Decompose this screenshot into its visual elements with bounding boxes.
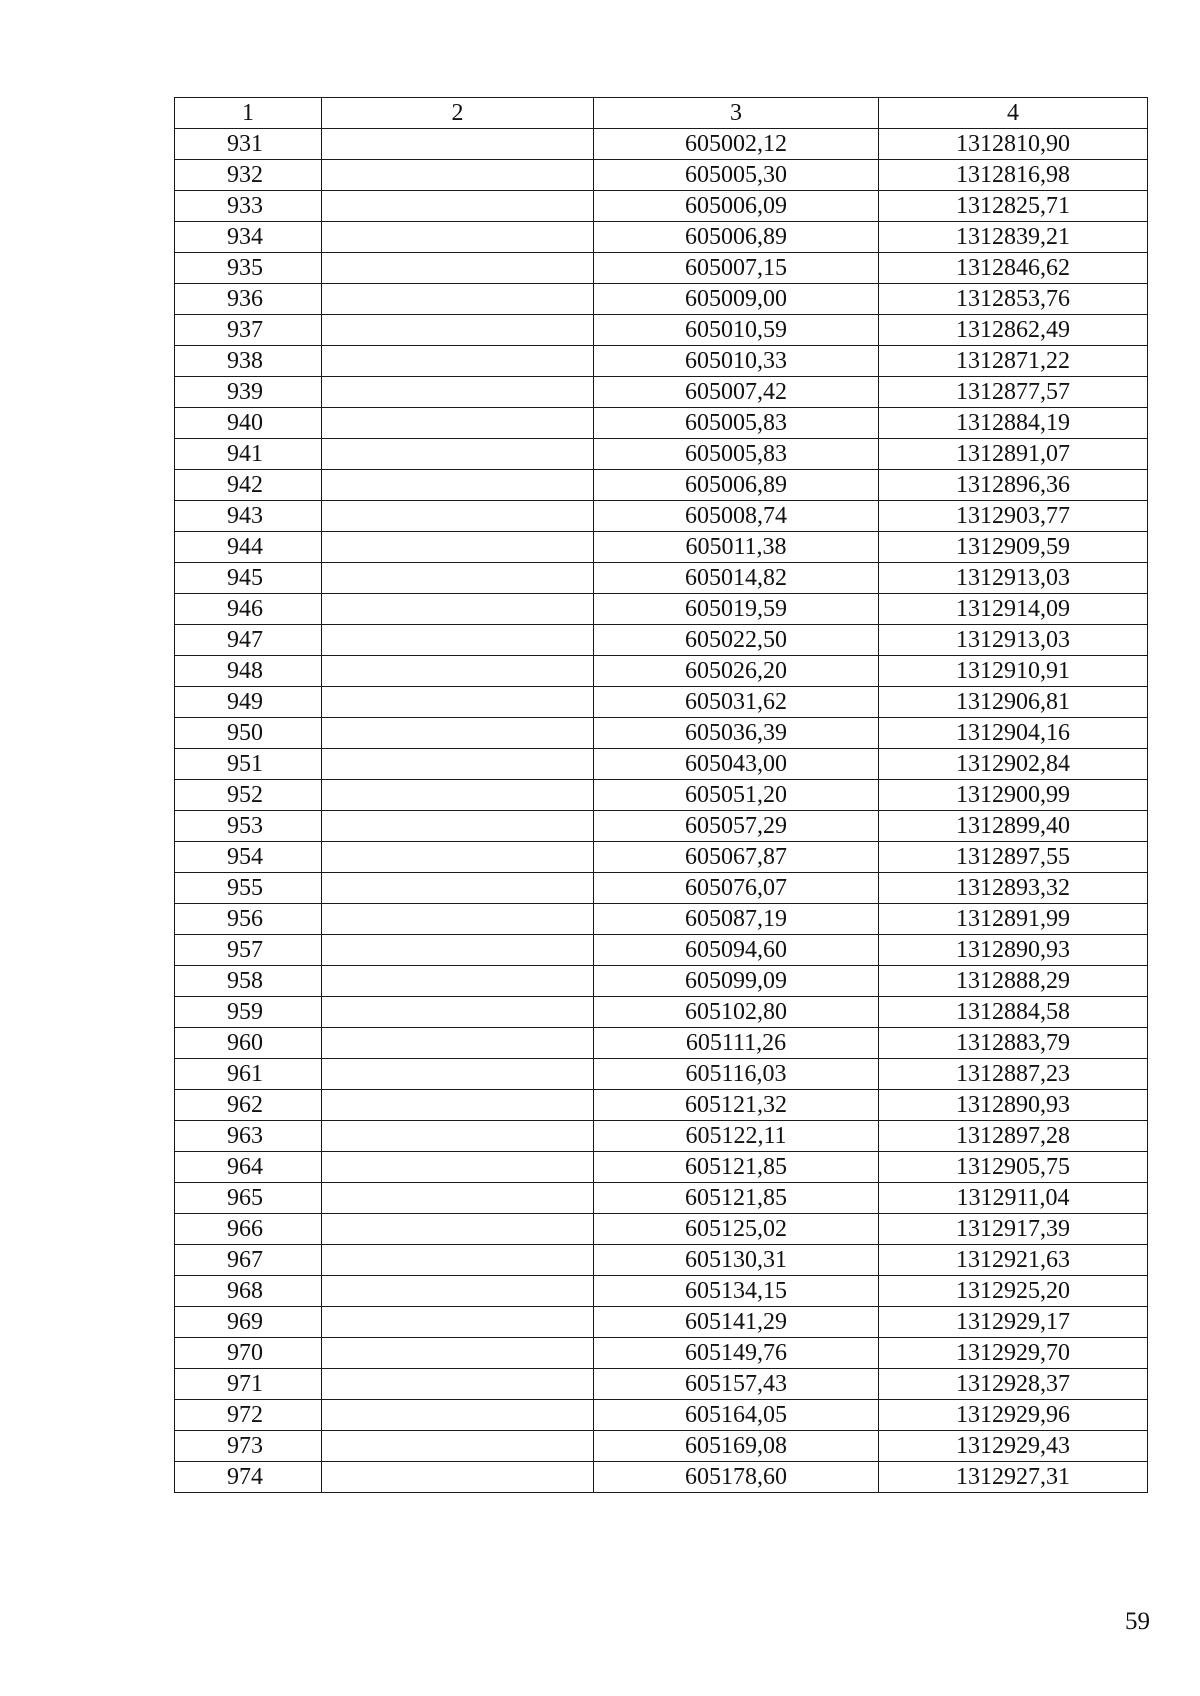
x-coordinate-cell: 605011,38 — [594, 532, 879, 563]
x-coordinate-cell: 605116,03 — [594, 1059, 879, 1090]
table-row — [175, 1121, 1148, 1152]
description-cell — [322, 191, 594, 222]
y-coordinate-cell: 1312891,07 — [879, 439, 1148, 470]
x-coordinate-cell: 605019,59 — [594, 594, 879, 625]
description-cell — [322, 408, 594, 439]
table-row — [175, 563, 1148, 594]
y-coordinate-cell: 1312825,71 — [879, 191, 1148, 222]
point-number-cell: 937 — [175, 315, 322, 346]
table-header-row — [175, 98, 1148, 129]
point-number-cell: 946 — [175, 594, 322, 625]
point-number-cell: 949 — [175, 687, 322, 718]
point-number-cell: 940 — [175, 408, 322, 439]
point-number-cell: 968 — [175, 1276, 322, 1307]
table-row — [175, 222, 1148, 253]
x-coordinate-cell: 605087,19 — [594, 904, 879, 935]
description-cell — [322, 439, 594, 470]
y-coordinate-cell: 1312883,79 — [879, 1028, 1148, 1059]
y-coordinate-cell: 1312921,63 — [879, 1245, 1148, 1276]
point-number-cell: 966 — [175, 1214, 322, 1245]
y-coordinate-cell: 1312904,16 — [879, 718, 1148, 749]
y-coordinate-cell: 1312913,03 — [879, 625, 1148, 656]
point-number-cell: 943 — [175, 501, 322, 532]
description-cell — [322, 687, 594, 718]
description-cell — [322, 1059, 594, 1090]
description-cell — [322, 811, 594, 842]
table-row — [175, 439, 1148, 470]
description-cell — [322, 315, 594, 346]
table-row — [175, 1245, 1148, 1276]
description-cell — [322, 1276, 594, 1307]
y-coordinate-cell: 1312917,39 — [879, 1214, 1148, 1245]
description-cell — [322, 873, 594, 904]
description-cell — [322, 966, 594, 997]
description-cell — [322, 1369, 594, 1400]
x-coordinate-cell: 605051,20 — [594, 780, 879, 811]
point-number-cell: 955 — [175, 873, 322, 904]
point-number-cell: 934 — [175, 222, 322, 253]
table-row — [175, 129, 1148, 160]
y-coordinate-cell: 1312887,23 — [879, 1059, 1148, 1090]
y-coordinate-cell: 1312903,77 — [879, 501, 1148, 532]
table-row — [175, 1462, 1148, 1493]
description-cell — [322, 1183, 594, 1214]
description-cell — [322, 1214, 594, 1245]
table-row — [175, 1059, 1148, 1090]
y-coordinate-cell: 1312871,22 — [879, 346, 1148, 377]
y-coordinate-cell: 1312890,93 — [879, 1090, 1148, 1121]
y-coordinate-cell: 1312900,99 — [879, 780, 1148, 811]
table-row — [175, 687, 1148, 718]
column-header-2: 2 — [322, 98, 594, 129]
description-cell — [322, 1462, 594, 1493]
point-number-cell: 936 — [175, 284, 322, 315]
point-number-cell: 965 — [175, 1183, 322, 1214]
table-row — [175, 966, 1148, 997]
x-coordinate-cell: 605005,83 — [594, 439, 879, 470]
description-cell — [322, 1152, 594, 1183]
description-cell — [322, 935, 594, 966]
table-row — [175, 1400, 1148, 1431]
x-coordinate-cell: 605005,30 — [594, 160, 879, 191]
column-header-3: 3 — [594, 98, 879, 129]
y-coordinate-cell: 1312846,62 — [879, 253, 1148, 284]
x-coordinate-cell: 605121,32 — [594, 1090, 879, 1121]
point-number-cell: 931 — [175, 129, 322, 160]
table-row — [175, 842, 1148, 873]
y-coordinate-cell: 1312929,96 — [879, 1400, 1148, 1431]
y-coordinate-cell: 1312890,93 — [879, 935, 1148, 966]
y-coordinate-cell: 1312899,40 — [879, 811, 1148, 842]
table-row — [175, 1307, 1148, 1338]
description-cell — [322, 346, 594, 377]
y-coordinate-cell: 1312928,37 — [879, 1369, 1148, 1400]
table-row — [175, 1152, 1148, 1183]
y-coordinate-cell: 1312816,98 — [879, 160, 1148, 191]
y-coordinate-cell: 1312896,36 — [879, 470, 1148, 501]
x-coordinate-cell: 605122,11 — [594, 1121, 879, 1152]
y-coordinate-cell: 1312911,04 — [879, 1183, 1148, 1214]
y-coordinate-cell: 1312905,75 — [879, 1152, 1148, 1183]
point-number-cell: 956 — [175, 904, 322, 935]
table-row — [175, 1276, 1148, 1307]
table-row — [175, 346, 1148, 377]
table-row — [175, 470, 1148, 501]
table-row — [175, 408, 1148, 439]
description-cell — [322, 1121, 594, 1152]
description-cell — [322, 1431, 594, 1462]
x-coordinate-cell: 605006,89 — [594, 470, 879, 501]
description-cell — [322, 563, 594, 594]
x-coordinate-cell: 605111,26 — [594, 1028, 879, 1059]
table-row — [175, 1431, 1148, 1462]
table-row — [175, 501, 1148, 532]
point-number-cell: 951 — [175, 749, 322, 780]
point-number-cell: 972 — [175, 1400, 322, 1431]
x-coordinate-cell: 605164,05 — [594, 1400, 879, 1431]
point-number-cell: 961 — [175, 1059, 322, 1090]
x-coordinate-cell: 605043,00 — [594, 749, 879, 780]
table-row — [175, 1338, 1148, 1369]
table-row — [175, 656, 1148, 687]
description-cell — [322, 532, 594, 563]
table-row — [175, 1090, 1148, 1121]
x-coordinate-cell: 605121,85 — [594, 1183, 879, 1214]
point-number-cell: 959 — [175, 997, 322, 1028]
column-header-4: 4 — [879, 98, 1148, 129]
table-row — [175, 594, 1148, 625]
y-coordinate-cell: 1312913,03 — [879, 563, 1148, 594]
point-number-cell: 939 — [175, 377, 322, 408]
point-number-cell: 942 — [175, 470, 322, 501]
point-number-cell: 964 — [175, 1152, 322, 1183]
point-number-cell: 938 — [175, 346, 322, 377]
table-row — [175, 780, 1148, 811]
x-coordinate-cell: 605099,09 — [594, 966, 879, 997]
x-coordinate-cell: 605006,09 — [594, 191, 879, 222]
description-cell — [322, 656, 594, 687]
x-coordinate-cell: 605157,43 — [594, 1369, 879, 1400]
x-coordinate-cell: 605026,20 — [594, 656, 879, 687]
table-row — [175, 377, 1148, 408]
description-cell — [322, 1400, 594, 1431]
point-number-cell: 960 — [175, 1028, 322, 1059]
point-number-cell: 969 — [175, 1307, 322, 1338]
x-coordinate-cell: 605169,08 — [594, 1431, 879, 1462]
description-cell — [322, 997, 594, 1028]
point-number-cell: 945 — [175, 563, 322, 594]
point-number-cell: 967 — [175, 1245, 322, 1276]
x-coordinate-cell: 605149,76 — [594, 1338, 879, 1369]
table-row — [175, 1028, 1148, 1059]
point-number-cell: 973 — [175, 1431, 322, 1462]
x-coordinate-cell: 605094,60 — [594, 935, 879, 966]
table-row — [175, 284, 1148, 315]
x-coordinate-cell: 605076,07 — [594, 873, 879, 904]
x-coordinate-cell: 605007,42 — [594, 377, 879, 408]
description-cell — [322, 1245, 594, 1276]
table-row — [175, 1183, 1148, 1214]
description-cell — [322, 1090, 594, 1121]
x-coordinate-cell: 605008,74 — [594, 501, 879, 532]
x-coordinate-cell: 605102,80 — [594, 997, 879, 1028]
point-number-cell: 958 — [175, 966, 322, 997]
page-number: 59 — [1125, 1608, 1150, 1635]
x-coordinate-cell: 605134,15 — [594, 1276, 879, 1307]
table-body — [175, 129, 1148, 1493]
y-coordinate-cell: 1312929,17 — [879, 1307, 1148, 1338]
table-row — [175, 160, 1148, 191]
x-coordinate-cell: 605014,82 — [594, 563, 879, 594]
description-cell — [322, 377, 594, 408]
description-cell — [322, 222, 594, 253]
y-coordinate-cell: 1312897,28 — [879, 1121, 1148, 1152]
table-row — [175, 625, 1148, 656]
x-coordinate-cell: 605178,60 — [594, 1462, 879, 1493]
description-cell — [322, 1028, 594, 1059]
description-cell — [322, 160, 594, 191]
x-coordinate-cell: 605125,02 — [594, 1214, 879, 1245]
y-coordinate-cell: 1312910,91 — [879, 656, 1148, 687]
table-row — [175, 904, 1148, 935]
table-row — [175, 749, 1148, 780]
point-number-cell: 935 — [175, 253, 322, 284]
description-cell — [322, 1338, 594, 1369]
x-coordinate-cell: 605009,00 — [594, 284, 879, 315]
y-coordinate-cell: 1312891,99 — [879, 904, 1148, 935]
table-row — [175, 315, 1148, 346]
point-number-cell: 954 — [175, 842, 322, 873]
point-number-cell: 957 — [175, 935, 322, 966]
point-number-cell: 944 — [175, 532, 322, 563]
point-number-cell: 950 — [175, 718, 322, 749]
description-cell — [322, 470, 594, 501]
x-coordinate-cell: 605022,50 — [594, 625, 879, 656]
point-number-cell: 962 — [175, 1090, 322, 1121]
point-number-cell: 952 — [175, 780, 322, 811]
table-row — [175, 191, 1148, 222]
x-coordinate-cell: 605010,33 — [594, 346, 879, 377]
description-cell — [322, 129, 594, 160]
table-row — [175, 997, 1148, 1028]
x-coordinate-cell: 605121,85 — [594, 1152, 879, 1183]
description-cell — [322, 904, 594, 935]
point-number-cell: 941 — [175, 439, 322, 470]
point-number-cell: 948 — [175, 656, 322, 687]
point-number-cell: 963 — [175, 1121, 322, 1152]
column-header-1: 1 — [175, 98, 322, 129]
table-row — [175, 1369, 1148, 1400]
description-cell — [322, 780, 594, 811]
y-coordinate-cell: 1312897,55 — [879, 842, 1148, 873]
x-coordinate-cell: 605007,15 — [594, 253, 879, 284]
y-coordinate-cell: 1312884,19 — [879, 408, 1148, 439]
y-coordinate-cell: 1312927,31 — [879, 1462, 1148, 1493]
y-coordinate-cell: 1312906,81 — [879, 687, 1148, 718]
description-cell — [322, 501, 594, 532]
x-coordinate-cell: 605005,83 — [594, 408, 879, 439]
point-number-cell: 970 — [175, 1338, 322, 1369]
y-coordinate-cell: 1312888,29 — [879, 966, 1148, 997]
table-row — [175, 811, 1148, 842]
y-coordinate-cell: 1312914,09 — [879, 594, 1148, 625]
x-coordinate-cell: 605031,62 — [594, 687, 879, 718]
table-row — [175, 873, 1148, 904]
x-coordinate-cell: 605010,59 — [594, 315, 879, 346]
y-coordinate-cell: 1312853,76 — [879, 284, 1148, 315]
y-coordinate-cell: 1312929,43 — [879, 1431, 1148, 1462]
coordinates-table — [174, 97, 1148, 1493]
point-number-cell: 933 — [175, 191, 322, 222]
description-cell — [322, 594, 594, 625]
table-row — [175, 935, 1148, 966]
point-number-cell: 932 — [175, 160, 322, 191]
y-coordinate-cell: 1312902,84 — [879, 749, 1148, 780]
point-number-cell: 953 — [175, 811, 322, 842]
y-coordinate-cell: 1312884,58 — [879, 997, 1148, 1028]
description-cell — [322, 842, 594, 873]
x-coordinate-cell: 605057,29 — [594, 811, 879, 842]
table-row — [175, 718, 1148, 749]
description-cell — [322, 718, 594, 749]
point-number-cell: 974 — [175, 1462, 322, 1493]
table-row — [175, 253, 1148, 284]
description-cell — [322, 625, 594, 656]
y-coordinate-cell: 1312862,49 — [879, 315, 1148, 346]
y-coordinate-cell: 1312909,59 — [879, 532, 1148, 563]
x-coordinate-cell: 605002,12 — [594, 129, 879, 160]
x-coordinate-cell: 605036,39 — [594, 718, 879, 749]
description-cell — [322, 749, 594, 780]
y-coordinate-cell: 1312925,20 — [879, 1276, 1148, 1307]
x-coordinate-cell: 605006,89 — [594, 222, 879, 253]
x-coordinate-cell: 605067,87 — [594, 842, 879, 873]
table-row — [175, 1214, 1148, 1245]
y-coordinate-cell: 1312839,21 — [879, 222, 1148, 253]
x-coordinate-cell: 605130,31 — [594, 1245, 879, 1276]
description-cell — [322, 1307, 594, 1338]
point-number-cell: 971 — [175, 1369, 322, 1400]
y-coordinate-cell: 1312893,32 — [879, 873, 1148, 904]
description-cell — [322, 253, 594, 284]
description-cell — [322, 284, 594, 315]
x-coordinate-cell: 605141,29 — [594, 1307, 879, 1338]
y-coordinate-cell: 1312810,90 — [879, 129, 1148, 160]
point-number-cell: 947 — [175, 625, 322, 656]
y-coordinate-cell: 1312929,70 — [879, 1338, 1148, 1369]
table-row — [175, 532, 1148, 563]
y-coordinate-cell: 1312877,57 — [879, 377, 1148, 408]
